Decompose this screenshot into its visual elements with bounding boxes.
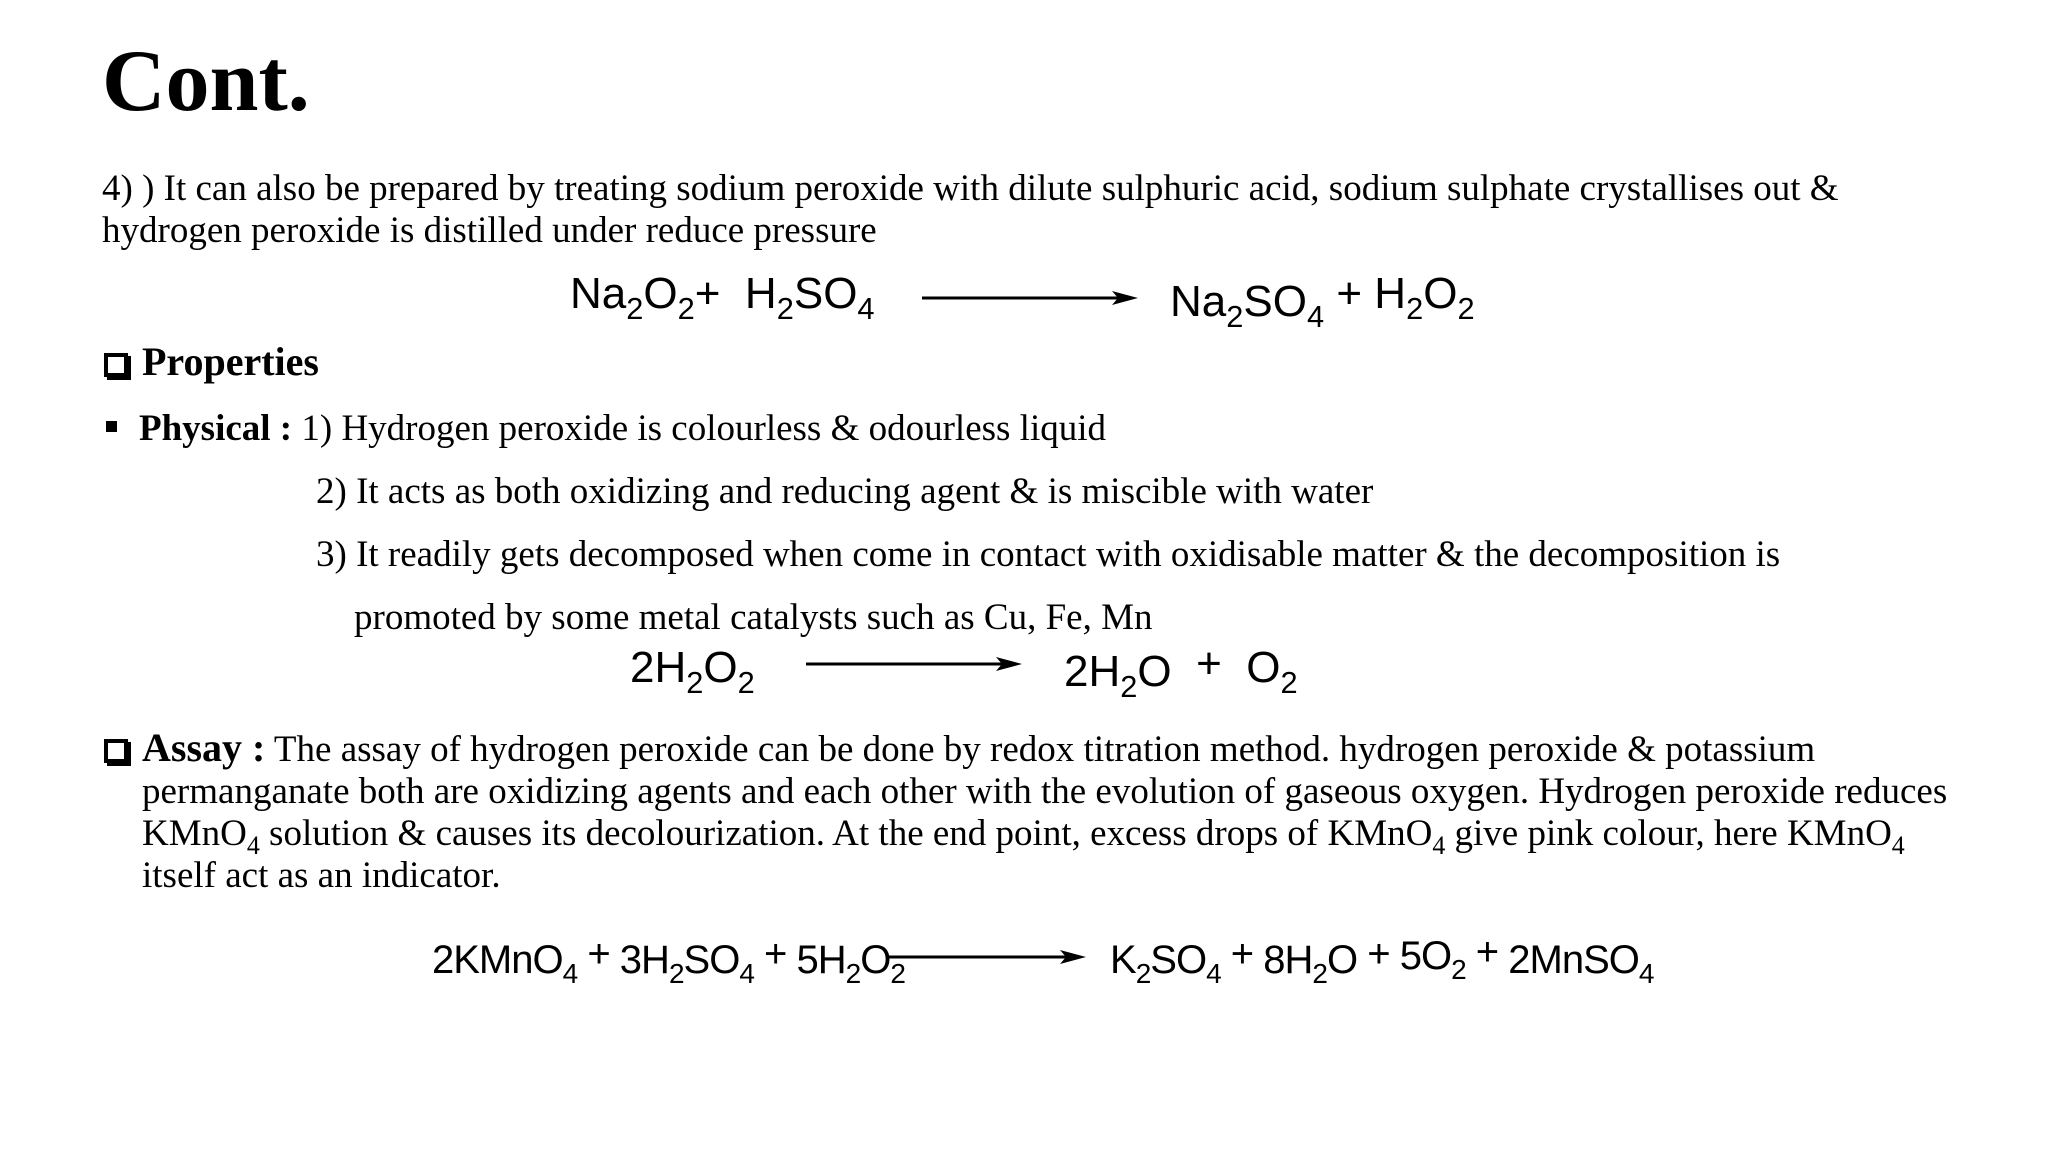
equation-products-2: $2H_2O + O_2$ bbox=[1064, 639, 1298, 704]
slide-title: Cont. bbox=[102, 33, 310, 130]
square-bullet-icon bbox=[106, 421, 117, 432]
equation-reactants-1: $Na_2O_2+ H_2SO_4$ bbox=[570, 269, 875, 326]
reaction-arrow-1 bbox=[922, 288, 1138, 308]
assay-heading: Assay : bbox=[142, 725, 266, 770]
assay-paragraph: Assay : The assay of hydrogen peroxide can be done by redox titration method. hydrogen peroxide & potassium permanganate both are oxidizing agents and each other with the evolution of gaseous oxygen. Hydrogen peroxide reduces KMnO$_4$ solution & causes its decolourization. At the end point, excess drops of KMnO$_4$ give pink colour, here KMnO$_4$ itself act as an indicator. bbox=[104, 727, 1964, 897]
physical-property-3-cont: promoted by some metal catalysts such as Cu, Fe, Mn bbox=[354, 597, 1153, 638]
checkbox-square-icon-2 bbox=[104, 739, 128, 763]
preparation-text: 4) ) It can also be prepared by treating sodium peroxide with dilute sulphuric acid, sodium sulphate crystallises out & hydrogen peroxide is distilled under reduce pressure bbox=[102, 168, 1839, 251]
properties-heading: Properties bbox=[104, 342, 319, 382]
physical-property-3: 3) It readily gets decomposed when come in contact with oxidisable matter & the decomposition is bbox=[316, 534, 1781, 575]
physical-label: Physical : bbox=[139, 408, 293, 449]
reaction-arrow-2 bbox=[806, 654, 1022, 674]
equation-reactants-3: 2KMnO$_4$ + $3H_2SO_4 + 5H_2O_2$ bbox=[432, 932, 905, 989]
equation-products-1: $Na_2SO_4 + H_2O_2$ bbox=[1170, 269, 1475, 334]
reaction-arrow-3 bbox=[886, 947, 1086, 967]
physical-property-1: Physical : 1) Hydrogen peroxide is colourless & odourless liquid bbox=[106, 410, 1106, 447]
equation-products-3: $K_2SO_4 + 8H_2O + 5O_2$ + 2MnSO$_4$ bbox=[1110, 930, 1654, 989]
equation-reactants-2: $2H_2O_2$ bbox=[630, 643, 755, 700]
physical-property-2: 2) It acts as both oxidizing and reducing agent & is miscible with water bbox=[316, 471, 1374, 512]
checkbox-square-icon bbox=[104, 353, 128, 377]
